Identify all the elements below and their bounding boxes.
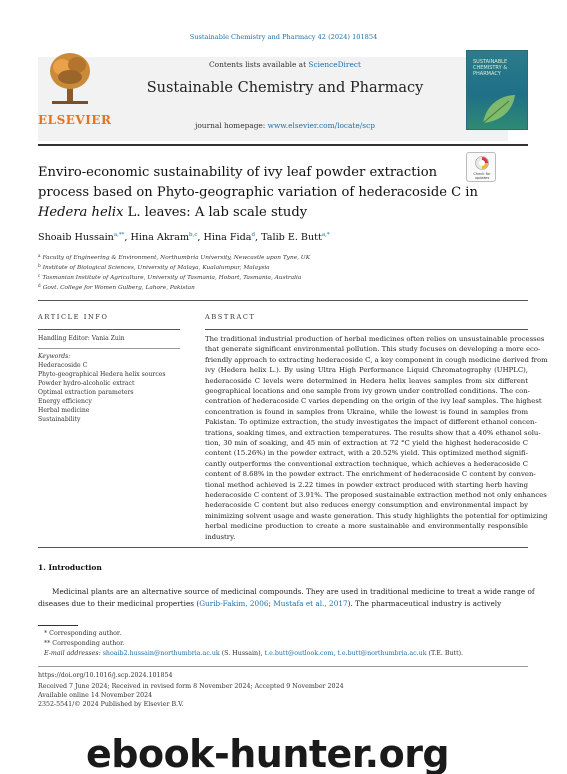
check-updates-label: Check for updates	[473, 172, 491, 180]
article-info-rule	[38, 329, 180, 330]
email-link[interactable]: t.e.butt@outlook.com	[264, 650, 334, 657]
affiliation	[38, 283, 195, 291]
cover-leaf-icon	[479, 91, 519, 127]
email-link[interactable]: shoaib2.hussain@northumbria.ac.uk	[102, 650, 220, 657]
abstract-line: content of 8.68% in the powder extract. The enrichment of hederacoside C content by conven-	[205, 470, 536, 479]
author-affiliation-marker[interactable]: d	[251, 232, 256, 238]
sciencedirect-link[interactable]: ScienceDirect	[308, 60, 361, 69]
author-name[interactable]: Hina Fida	[203, 232, 252, 243]
journal-homepage-link[interactable]: www.elsevier.com/locate/scp	[267, 121, 375, 130]
author-list: Shoaib Hussain$^{a,**}$, Hina Akram$^{b,c}$, Hina Fida$^d$, Talib E. Butt$^{a,*}$	[38, 232, 330, 243]
journal-homepage-line	[120, 121, 450, 130]
abstract-rule	[205, 329, 528, 330]
abstract-line: trations, soaking times, and extraction temperatures. The results show that a 40% ethanol solu-	[205, 428, 541, 437]
author-name[interactable]: Shoaib Hussain	[38, 232, 114, 243]
section-heading-introduction: 1. Introduction	[38, 563, 102, 572]
check-for-updates-button[interactable]	[466, 152, 496, 182]
author-affiliation-marker[interactable]: a,**	[113, 232, 125, 238]
homepage-prefix: journal homepage:	[195, 121, 268, 130]
intro-text: diseases due to their medicinal properties (	[38, 598, 200, 608]
intro-paragraph-line	[38, 599, 528, 608]
abstract-line: The traditional industrial production of herbal medicines often relies on unsustainable processes	[205, 335, 545, 343]
watermark-text: ebook-hunter.org	[86, 732, 450, 774]
species-name: Hedera helix	[38, 205, 124, 220]
keyword-item: Powder hydro-alcoholic extract	[38, 380, 135, 387]
author-affiliation-marker[interactable]: b,c	[189, 232, 198, 238]
abstract-line: friendly approach to extracting hederacoside C, a key component in cough medicine derived from	[205, 355, 548, 364]
abstract-line: hederacoside C content but also reduces energy consumption and environmental impact by	[205, 501, 528, 510]
email-separator: ,	[333, 650, 338, 657]
received-dates: Received 7 June 2024; Received in revised form 8 November 2024; Accepted 9 November 2024	[38, 683, 344, 690]
abstract-line: minimizing solvent usage and waste generation. This study highlights the potential for optimizing	[205, 511, 548, 520]
footnote-rule	[38, 625, 78, 626]
issn-copyright: 2352-5541/© 2024 Published by Elsevier B.V.	[38, 701, 184, 708]
footnote-emails	[44, 650, 463, 657]
abstract-line: industry.	[205, 532, 236, 541]
keywords-rule	[38, 348, 180, 349]
journal-cover-image	[466, 50, 528, 130]
affiliation	[38, 253, 310, 261]
affiliations-divider	[38, 300, 528, 301]
contents-prefix: Contents lists available at	[209, 60, 309, 69]
handling-editor: Handling Editor: Vania Zuin	[38, 335, 125, 342]
abstract-line: tional method achieved is 2.22 times in powder extract produced with starting herb having	[205, 480, 528, 489]
keyword-item: Energy efficiency	[38, 398, 92, 405]
keyword-item: Hederacoside C	[38, 362, 88, 369]
header-divider	[38, 144, 528, 146]
abstract-line: centration of hederacoside C varies depending on the origin of the ivy leaf samples. The highest	[205, 397, 542, 406]
journal-title: Sustainable Chemistry and Pharmacy	[146, 80, 424, 96]
affiliation-marker: b	[38, 263, 41, 268]
footnote-corresponding: ** Corresponding author.	[44, 640, 125, 647]
keyword-item: Herbal medicine	[38, 407, 90, 414]
email-label: E-mail addresses:	[44, 650, 103, 657]
abstract-line: Pakistan. To optimize extraction, the study investigates the impact of different ethanol concen-	[205, 418, 537, 427]
author-name[interactable]: Talib E. Butt	[261, 232, 322, 243]
doi-link[interactable]: https://doi.org/10.1016/j.scp.2024.101854	[38, 672, 173, 679]
abstract-line: cantly outperforms the conventional extraction technique, which achieves a hederacoside C	[205, 459, 528, 468]
affiliation-text: Faculty of Engineering & Environment, Northumbria University, Newcastle upon Tyne, UK	[42, 255, 311, 261]
footer-divider	[38, 666, 528, 667]
abstract-line: herbal medicine production to create a more sustainable and environmentally responsible	[205, 522, 528, 531]
check-updates-icon	[475, 156, 489, 170]
abstract-heading: ABSTRACT	[205, 313, 256, 321]
abstract-bottom-divider	[38, 547, 528, 548]
elsevier-tree-icon	[46, 49, 94, 107]
keyword-item: Optimal extraction parameters	[38, 389, 134, 396]
abstract-line: ivy (Hedera helix L.). By using Ultra High Performance Liquid Chromatography (UHPLC),	[205, 366, 528, 375]
cover-title: SUSTAINABLE CHEMISTRY & PHARMACY	[473, 59, 508, 77]
author-name[interactable]: Hina Akram	[130, 232, 190, 243]
footnote-corresponding: * Corresponding author.	[44, 630, 122, 637]
email-owner: (S. Hussain),	[219, 650, 265, 657]
keywords-label: Keywords:	[38, 353, 71, 360]
affiliation-text: Institute of Biological Sciences, University of Malaya, Kualalumpur, Malaysia	[42, 265, 270, 271]
abstract-line: hederacoside C levels were determined in Hedera helix leaves samples from six different	[205, 376, 528, 385]
article-title-line-1: Enviro-economic sustainability of ivy leaf powder extraction	[38, 165, 438, 180]
available-online: Available online 14 November 2024	[38, 692, 153, 699]
affiliation-text: Tasmanian Institute of Agriculture, University of Tasmania, Hobart, Tasmania, Australia	[42, 275, 302, 281]
affiliation	[38, 263, 270, 271]
keyword-item: Phyto-geographical Hedera helix sources	[38, 371, 166, 378]
author-affiliation-marker[interactable]: a,*	[321, 232, 330, 238]
article-title-line-3	[38, 205, 307, 220]
affiliation	[38, 273, 301, 281]
abstract-line: hederacoside C content of 3.91%. The proposed sustainable extraction method not only enhances	[205, 491, 547, 499]
affiliation-marker: a	[38, 253, 41, 258]
abstract-line: tion, 30 min of soaking, and 45 min of extraction at 72 °C yield the highest hederacoside C	[205, 439, 528, 447]
intro-text: ;	[268, 598, 274, 608]
affiliation-marker: c	[38, 273, 41, 278]
contents-available-line	[120, 60, 450, 69]
intro-paragraph-line: Medicinal plants are an alternative source of medicinal compounds. They are used in traditional medicine to treat a wide range of	[52, 587, 535, 596]
intro-text: ). The pharmaceutical industry is actively	[347, 598, 502, 608]
email-link[interactable]: t.e.butt@northumbria.ac.uk	[337, 650, 427, 657]
citation-link[interactable]: Mustafa et al., 2017	[273, 598, 348, 608]
affiliation-marker: d	[38, 283, 41, 288]
abstract-line: geographical locations and one sample from ivy grown under controlled conditions. The con-	[205, 387, 531, 395]
keyword-item: Sustainability	[38, 416, 81, 423]
citation-link[interactable]: Gurib-Fakim, 2006	[199, 598, 269, 608]
abstract-line: concentration is found in samples from Ukraine, while the lowest is found in samples from	[205, 407, 528, 416]
email-owner: (T.E. Butt).	[426, 650, 464, 657]
article-info-heading: ARTICLE INFO	[38, 313, 109, 321]
abstract-line: content (15.26%) in the powder extract, with a 20.52% yield. This optimized method signifi-	[205, 449, 528, 458]
affiliation-text: Govt. College for Women Gulberg, Lahore, Pakistan	[42, 285, 195, 291]
abstract-line: that generate significant environmental pollution. This study focuses on developing a more eco-	[205, 345, 541, 354]
article-title-line-2: process based on Phyto-geographic variation of hederacoside C in	[38, 185, 478, 200]
elsevier-wordmark: ELSEVIER	[38, 113, 112, 127]
elsevier-logo	[38, 47, 112, 133]
article-title-tail: L. leaves: A lab scale study	[123, 205, 308, 220]
journal-reference[interactable]: Sustainable Chemistry and Pharmacy 42 (2024) 101854	[189, 33, 378, 41]
